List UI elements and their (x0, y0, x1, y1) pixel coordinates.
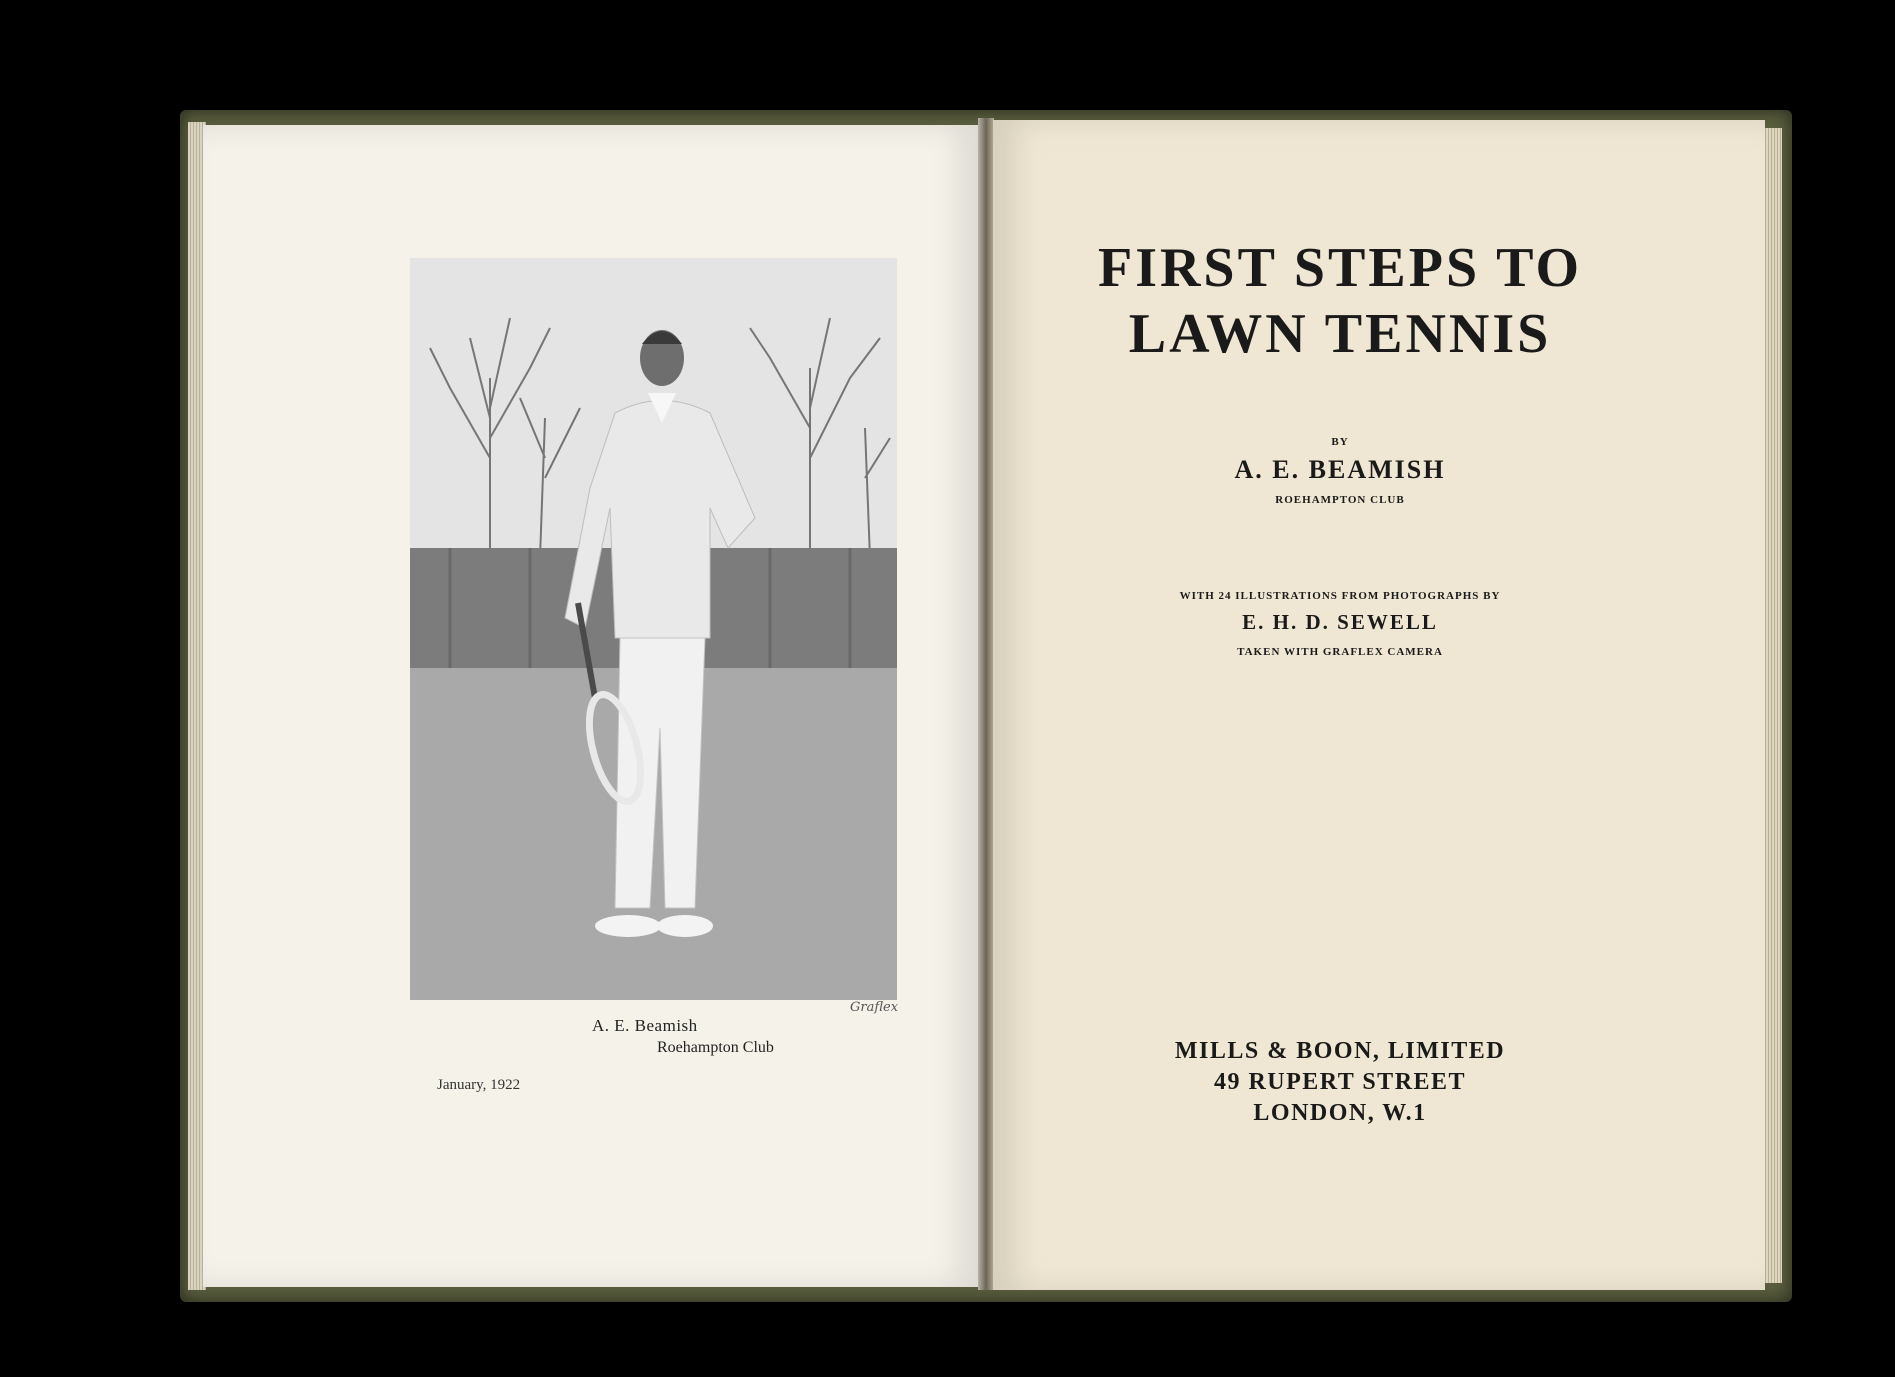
photo-credit: Graflex (850, 1000, 899, 1015)
publisher-street: 49 RUPERT STREET (1213, 1069, 1467, 1095)
title-line-1: FIRST STEPS TO (1097, 237, 1582, 299)
by-label: BY (1331, 436, 1349, 448)
publisher-name: MILLS & BOON, LIMITED (1174, 1038, 1506, 1064)
caption-name: A. E. Beamish (592, 1016, 698, 1035)
publisher-city: LONDON, W.1 (1253, 1100, 1427, 1126)
caption-date: January, 1922 (437, 1077, 521, 1093)
caption-club: Roehampton Club (657, 1039, 774, 1056)
frontispiece-photo (410, 258, 897, 1000)
book-gutter (978, 118, 994, 1290)
photographer-name: E. H. D. SEWELL (1242, 610, 1438, 634)
illustrations-note: WITH 24 ILLUSTRATIONS FROM PHOTOGRAPHS BY (1179, 590, 1501, 602)
camera-note: TAKEN WITH GRAFLEX CAMERA (1237, 646, 1443, 658)
author-club: ROEHAMPTON CLUB (1275, 494, 1405, 506)
author-name: A. E. BEAMISH (1234, 455, 1446, 484)
tennis-player-illustration (410, 258, 897, 1000)
title-line-2: LAWN TENNIS (1128, 303, 1552, 365)
